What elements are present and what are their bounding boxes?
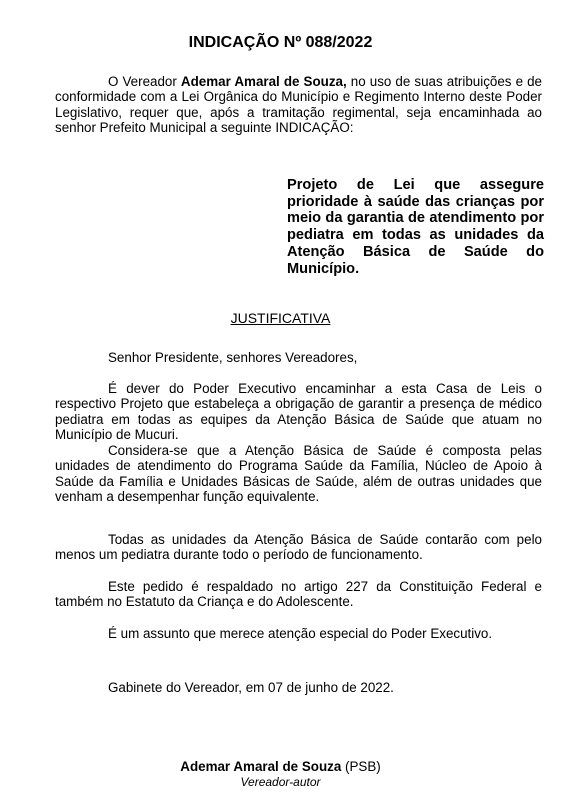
justification-paragraph: Este pedido é respaldado no artigo 227 da Constituição Federal e também no Estatuto da Criança e do Adolescente. (55, 579, 542, 610)
justification-paragraph: Considera-se que a Atenção Básica de Saúde é composta pelas unidades de atendimento do Programa Saúde da Família, Núcleo de Apoio à Saúde da Família e Unidades Básicas de Saúde, além de outras unidades que venham a desempenhar função equivalente. (55, 443, 542, 505)
signer-role: Vereador-autor (240, 775, 321, 789)
document-title: INDICAÇÃO Nº 088/2022 (188, 34, 373, 51)
signature-line (0, 759, 561, 774)
greeting: Senhor Presidente, senhores Vereadores, (108, 350, 358, 365)
bill-summary: Projeto de Lei que assegure prioridade à saúde das crianças por meio da garantia de atendimento por pediatra em todas as unidades da Atenção Básica de Saúde do Município. (287, 177, 544, 277)
justification-heading: JUSTIFICATIVA (230, 310, 331, 326)
justification-paragraph: É dever do Poder Executivo encaminhar a esta Casa de Leis o respectivo Projeto que estabeleça a obrigação de garantir a presença de médico pediatra em todas as equipes da Atenção Básica de Saúde que atuam no Município de Mucuri. (55, 381, 542, 443)
intro-text: no uso de suas atribuições e de conformidade com a Lei Orgânica do Município e Regimento Interno deste Poder Legislativo, requer que, após a tramitação regimental, seja encaminhada ao senhor Prefeito Municipal a seguinte INDICAÇÃO: (55, 74, 542, 136)
justification-paragraph: Todas as unidades da Atenção Básica de Saúde contarão com pelo menos um pediatra durante todo o período de funcionamento. (55, 532, 542, 563)
signer-name: Ademar Amaral de Souza (180, 759, 342, 774)
justification-paragraph: É um assunto que merece atenção especial do Poder Executivo. (108, 626, 493, 641)
place-and-date: Gabinete do Vereador, em 07 de junho de 2022. (108, 680, 394, 695)
intro-prefix: O Vereador (108, 74, 181, 89)
councilor-name: Ademar Amaral de Souza, (180, 74, 347, 89)
signer-party: (PSB) (341, 759, 381, 774)
intro-paragraph (55, 74, 542, 136)
